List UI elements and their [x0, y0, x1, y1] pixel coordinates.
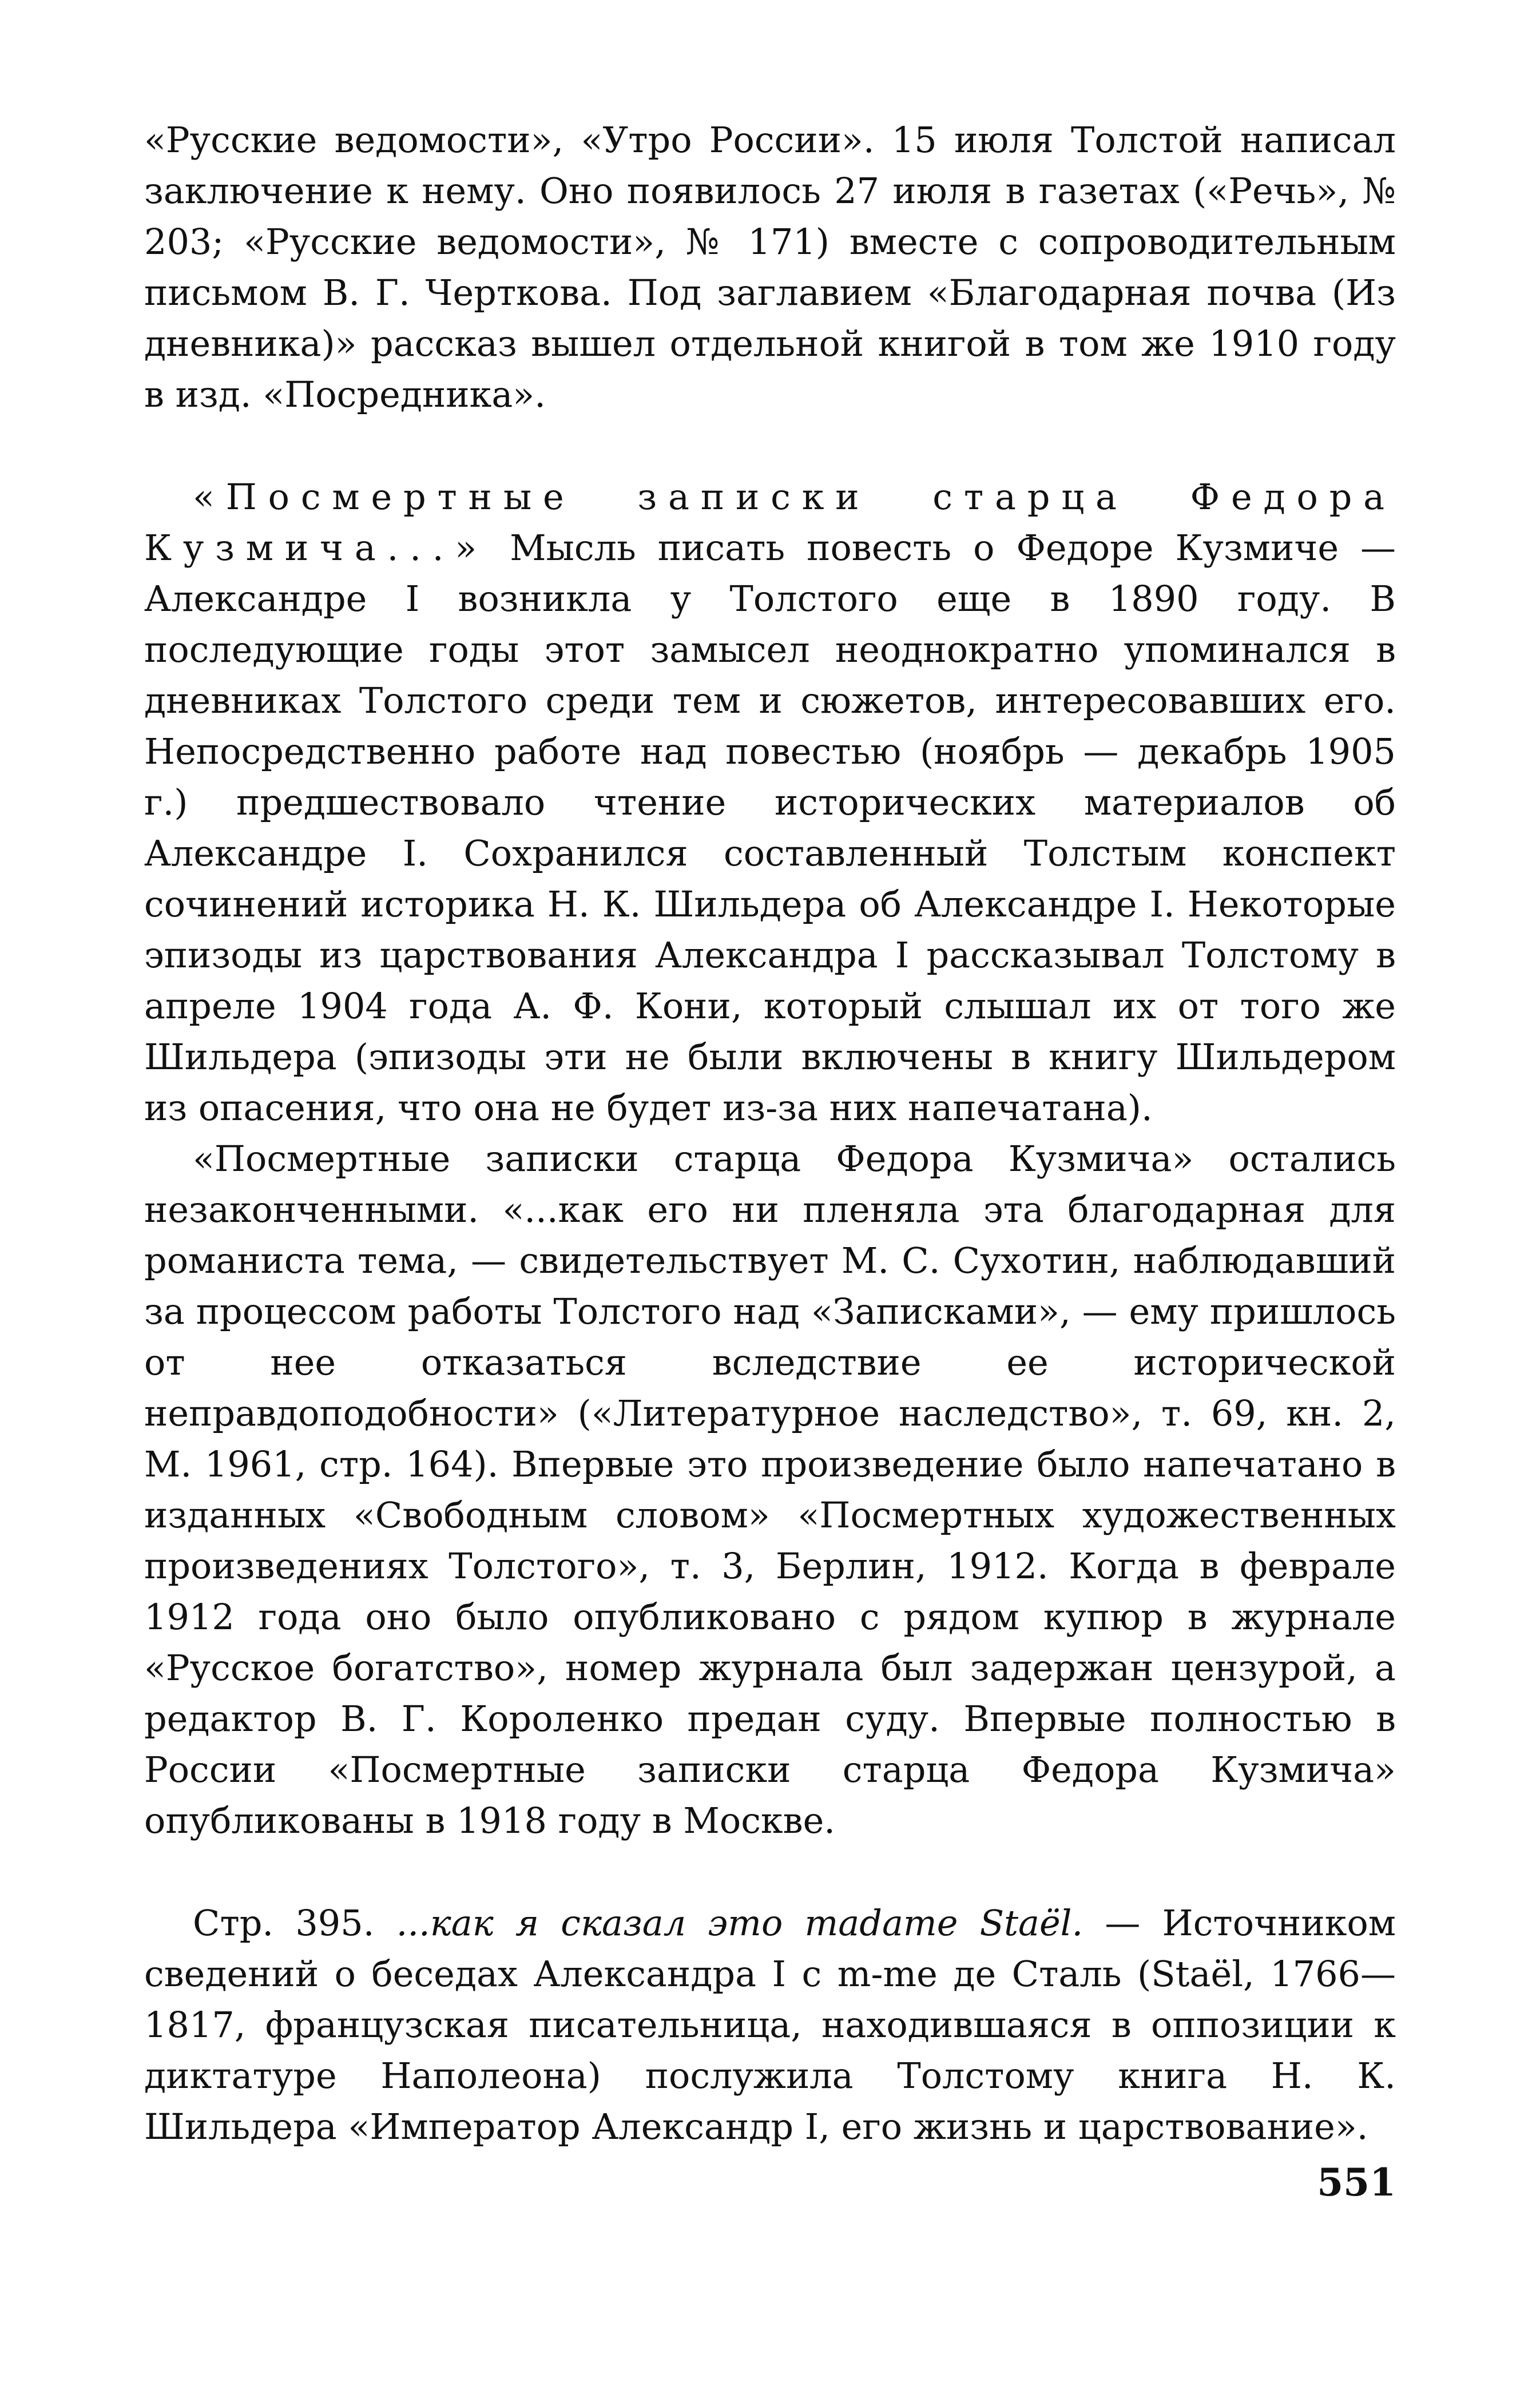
section-gap [144, 1846, 1396, 1897]
paragraph-fedor-kuzmich-publication: «Посмертные записки старца Федора Кузмича» остались незаконченными. «...как его ни пленяла эта благодарная для романиста тема, — свидетельствует М. С. Сухотин, наблюдавший за процессом работы Толстого над «Записками», — ему пришлось от нее отказаться вследствие ее исторической неправдоподобности» («Литературное наследство», т. 69, кн. 2, М. 1961, стр. 164). Впервые это произведение было напечатано в изданных «Свободным словом» «Посмертных художественных произведениях Толстого», т. 3, Берлин, 1912. Когда в феврале 1912 года оно было опубликовано с рядом купюр в журнале «Русское богатство», номер журнала был задержан цензурой, а редактор В. Г. Короленко предан суду. Впервые полностью в России «Посмертные записки старца Федора Кузмича» опубликованы в 1918 году в Москве. [144, 1138, 1396, 1841]
note-text: — Источником сведений о беседах Александра I с m-me де Сталь (Staël, 1766—1817, французская писательница, находившаяся в оппозиции к диктатуре Наполеона) послужила Толстому книга Н. К. Шильдера «Император Александр I, его жизнь и царствование». [144, 1902, 1396, 2147]
page-text-body [144, 114, 1396, 2152]
note-quotation: ...как я сказал это madame Staël. [396, 1902, 1083, 1944]
paragraph-fedor-kuzmich-intro [144, 471, 1396, 1133]
page-number: 551 [1317, 2160, 1396, 2205]
work-title-spaced: «Посмертные записки старца Федора Кузмича...» [144, 476, 1396, 569]
note-page-reference: Стр. 395. [193, 1902, 396, 1944]
paragraph-fedor-kuzmich-text: Мысль писать повесть о Федоре Кузмиче — Александре I возникла у Толстого еще в 1890 году. В последующие годы этот замысел неоднократно упоминался в дневниках Толстого среди тем и сюжетов, интересовавших его. Непосредственно работе над повестью (ноябрь — декабрь 1905 г.) предшествовало чтение исторических материалов об Александре I. Сохранился составленный Толстым конспект сочинений историка Н. К. Шильдера об Александре I. Некоторые эпизоды из царствования Александра I рассказывал Толстому в апреле 1904 года А. Ф. Кони, который слышал их от того же Шильдера (эпизоды эти не были включены в книгу Шильдером из опасения, что она не будет из-за них напечатана). [144, 527, 1396, 1129]
paragraph-note-page-395 [144, 1897, 1396, 2152]
section-gap [144, 420, 1396, 471]
paragraph-blagodarnaya-pochva: «Русские ведомости», «Утро России». 15 июля Толстой написал заключение к нему. Оно появилось 27 июля в газетах («Речь», № 203; «Русские ведомости», № 171) вместе с сопроводительным письмом В. Г. Черткова. Под заглавием «Благодарная почва (Из дневника)» рассказ вышел отдельной книгой в том же 1910 году в изд. «Посредника». [144, 119, 1396, 415]
